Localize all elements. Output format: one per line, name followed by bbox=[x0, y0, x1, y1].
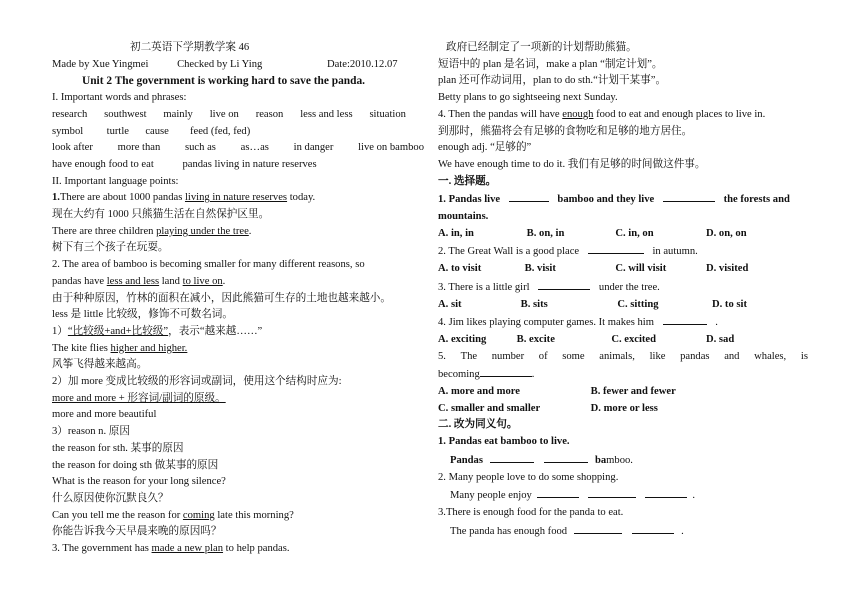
option[interactable]: A. in, in bbox=[438, 227, 474, 239]
word: in danger bbox=[293, 142, 334, 154]
text: pandas have bbox=[52, 275, 107, 287]
word: symbol bbox=[52, 125, 84, 137]
text: . bbox=[531, 369, 535, 381]
point-number: 1. bbox=[52, 192, 60, 204]
rule-2-example: more and more beautiful bbox=[52, 409, 157, 421]
point-2-less: less 是 little 比较级，修饰不可数名词。 bbox=[52, 309, 233, 321]
text: 4. Then the pandas will have bbox=[438, 108, 563, 120]
word: and bbox=[724, 350, 740, 362]
section-rewrite-title: 二. 改为同义句。 bbox=[438, 419, 518, 431]
question-2-options bbox=[438, 261, 808, 278]
word: pandas bbox=[680, 350, 710, 362]
word: as…as bbox=[240, 142, 269, 154]
text: 1） bbox=[52, 325, 68, 337]
word: more than bbox=[117, 142, 161, 154]
underlined-phrase: enough bbox=[562, 108, 594, 120]
text: . bbox=[681, 525, 684, 537]
point-4-cn: 到那时，熊猫将会有足够的食物吃和足够的地方居住。 bbox=[438, 125, 693, 137]
word: is bbox=[800, 350, 808, 362]
word: of bbox=[538, 350, 548, 362]
text: 3. The government has bbox=[52, 543, 152, 555]
answer-blank[interactable] bbox=[663, 313, 707, 325]
rule-1 bbox=[52, 324, 424, 341]
text: to help pandas. bbox=[223, 543, 290, 555]
text: The kite flies bbox=[52, 342, 111, 354]
rewrite-2-answer bbox=[438, 486, 808, 505]
underlined-phrase: to live on bbox=[182, 275, 223, 287]
underlined-phrase: living in nature reserves bbox=[184, 192, 288, 204]
word: feed (fed, fed) bbox=[189, 125, 251, 137]
rule-3-b: the reason for doing sth 做某事的原因 bbox=[52, 459, 219, 471]
word: cause bbox=[145, 125, 169, 137]
word: live on bbox=[209, 108, 239, 120]
question-3-options bbox=[438, 297, 808, 314]
word-list-4 bbox=[52, 157, 424, 174]
question-1-options bbox=[438, 226, 808, 243]
section1-title: I. Important words and phrases: bbox=[52, 92, 187, 104]
text: bamboo and they live bbox=[557, 194, 655, 206]
text: today. bbox=[287, 192, 316, 204]
option[interactable]: D. visited bbox=[705, 263, 749, 275]
section-choice-title: 一. 选择题。 bbox=[438, 175, 497, 187]
option[interactable]: A. sit bbox=[438, 298, 462, 310]
underlined-phrase: playing under the tree bbox=[156, 225, 249, 237]
underlined-phrase: made a new plan bbox=[151, 543, 224, 555]
text: There are three children bbox=[52, 225, 157, 237]
text: late this morning? bbox=[214, 509, 294, 521]
question-1 bbox=[438, 190, 808, 209]
word: live on bamboo bbox=[358, 142, 424, 154]
rule-3-d bbox=[52, 508, 424, 525]
underlined-phrase: “比较级+and+比较级” bbox=[67, 325, 169, 337]
word: 5. bbox=[438, 350, 446, 362]
unit-title: Unit 2 The government is working hard to save the panda. bbox=[82, 75, 365, 88]
answer-blank[interactable] bbox=[588, 242, 644, 254]
word: pandas living in nature reserves bbox=[182, 158, 317, 170]
text: under the tree. bbox=[598, 281, 660, 293]
rewrite-1: 1. Pandas eat bamboo to live. bbox=[438, 436, 570, 448]
option[interactable]: C. will visit bbox=[615, 263, 667, 275]
rule-2: 2）加 more 变成比较级的形容词或副词，使用这个结构时应为: bbox=[52, 376, 342, 388]
text: 1. Pandas live bbox=[438, 194, 501, 206]
rewrite-3: 3.There is enough food for the panda to eat. bbox=[438, 506, 624, 518]
word: less and less bbox=[300, 108, 353, 120]
question-5-cont bbox=[438, 365, 808, 384]
point-1 bbox=[52, 190, 424, 207]
option[interactable]: C. in, on bbox=[615, 227, 654, 239]
option[interactable]: D. sad bbox=[705, 333, 735, 345]
text: mboo. bbox=[606, 454, 633, 466]
date: Date:2010.12.07 bbox=[326, 58, 398, 70]
text: Many people enjoy bbox=[450, 490, 532, 502]
option[interactable]: B. on, in bbox=[526, 227, 565, 239]
option[interactable]: D. more or less bbox=[590, 402, 658, 414]
underlined-phrase: higher and higher. bbox=[110, 342, 188, 354]
right-column bbox=[438, 40, 808, 540]
option[interactable]: A. to visit bbox=[438, 263, 482, 275]
answer-blank[interactable] bbox=[538, 278, 590, 290]
question-5 bbox=[438, 349, 808, 366]
text: ba bbox=[594, 454, 607, 466]
rule-1-example bbox=[52, 341, 424, 358]
rule-2-structure: more and more + 形容词/副词的原级。 bbox=[52, 392, 226, 404]
question-4 bbox=[438, 313, 808, 332]
checked-by: Checked by Li Ying bbox=[177, 58, 263, 70]
answer-blank[interactable] bbox=[588, 486, 636, 498]
section2-title: II. Important language points: bbox=[52, 175, 179, 187]
left-column bbox=[52, 40, 424, 558]
option[interactable]: C. sitting bbox=[617, 298, 659, 310]
word: southwest bbox=[104, 108, 147, 120]
option[interactable]: D. on, on bbox=[705, 227, 747, 239]
point-2: 2. The area of bamboo is becoming smaller for many different reasons, so bbox=[52, 259, 365, 271]
rule-1-example-cn: 风筝飞得越来越高。 bbox=[52, 359, 148, 371]
word: have enough food to eat bbox=[52, 158, 154, 170]
word: some bbox=[562, 350, 585, 362]
underlined-phrase: coming bbox=[182, 509, 215, 521]
point-2-cont bbox=[52, 274, 424, 291]
option[interactable]: B. visit bbox=[524, 263, 556, 275]
text: 3. There is a little girl bbox=[438, 281, 530, 293]
text: in autumn. bbox=[652, 246, 698, 258]
text: ，表示“越来越……” bbox=[168, 325, 263, 337]
made-by: Made by Xue Yingmei bbox=[52, 58, 149, 70]
answer-blank[interactable] bbox=[632, 522, 674, 534]
option[interactable]: A. exciting bbox=[438, 333, 487, 345]
answer-blank[interactable] bbox=[574, 522, 622, 534]
option[interactable]: B. sits bbox=[520, 298, 548, 310]
text: . bbox=[248, 225, 252, 237]
enough-note: enough adj. “足够的” bbox=[438, 142, 532, 154]
word: turtle bbox=[106, 125, 130, 137]
point-3-cn: 政府已经制定了一项新的计划帮助熊猫。 bbox=[446, 42, 637, 53]
text: . bbox=[692, 490, 696, 502]
option[interactable]: A. more and more bbox=[438, 386, 520, 398]
point-3 bbox=[52, 541, 424, 558]
word: like bbox=[649, 350, 666, 362]
rule-3-c-cn: 什么原因使你沉默良久？ bbox=[52, 492, 169, 504]
answer-blank[interactable] bbox=[490, 451, 534, 463]
plan-example: Betty plans to go sightseeing next Sunday. bbox=[438, 92, 618, 104]
option[interactable]: C. excited bbox=[611, 333, 657, 345]
text: Pandas bbox=[450, 454, 483, 466]
question-5-options bbox=[438, 384, 808, 401]
text: becoming bbox=[438, 369, 480, 381]
option[interactable]: D. to sit bbox=[711, 298, 747, 310]
text: There are about 1000 pandas bbox=[59, 192, 185, 204]
question-1-cont: mountains. bbox=[438, 211, 489, 223]
plan-noun-note: 短语中的 plan 是名词，make a plan “制定计划”。 bbox=[438, 58, 663, 70]
text: . bbox=[222, 275, 226, 287]
rewrite-3-answer bbox=[438, 522, 808, 541]
option[interactable]: B. fewer and fewer bbox=[590, 386, 676, 398]
rule-3: 3）reason n. 原因 bbox=[52, 426, 130, 438]
text: Can you tell me the reason for bbox=[52, 509, 183, 521]
point-1-example bbox=[52, 224, 424, 241]
option[interactable]: B. excite bbox=[516, 333, 555, 345]
question-5-options-2 bbox=[438, 401, 808, 418]
answer-blank[interactable] bbox=[645, 486, 687, 498]
text: land bbox=[159, 275, 183, 287]
header-title: 初二英语下学期教学案 46 bbox=[130, 42, 250, 53]
answer-blank[interactable] bbox=[544, 451, 588, 463]
plan-verb-note: plan 还可作动词用，plan to do sth.“计划干某事”。 bbox=[438, 75, 667, 87]
point-1-cn: 现在大约有 1000 只熊猫生活在自然保护区里。 bbox=[52, 209, 270, 221]
question-3 bbox=[438, 278, 808, 297]
text: 4. Jim likes playing computer games. It makes him bbox=[438, 317, 654, 329]
underlined-phrase: less and less bbox=[106, 275, 160, 287]
answer-blank[interactable] bbox=[480, 365, 532, 377]
author-line bbox=[52, 57, 424, 74]
text: 2. The Great Wall is a good place bbox=[438, 246, 580, 258]
question-2 bbox=[438, 242, 808, 261]
answer-blank[interactable] bbox=[663, 190, 715, 202]
rewrite-2: 2. Many people love to do some shopping. bbox=[438, 471, 619, 483]
word: whales, bbox=[754, 350, 787, 362]
word: reason bbox=[255, 108, 284, 120]
text: food to eat and enough places to live in. bbox=[593, 108, 766, 120]
text: The panda has enough food bbox=[450, 525, 568, 537]
word: number bbox=[491, 350, 525, 362]
word: research bbox=[52, 108, 88, 120]
rule-3-d-cn: 你能告诉我今天早晨来晚的原因吗？ bbox=[52, 526, 222, 538]
rule-3-a: the reason for sth. 某事的原因 bbox=[52, 442, 184, 454]
text: . bbox=[715, 317, 718, 329]
text: the forests and bbox=[723, 194, 790, 206]
word: animals, bbox=[599, 350, 635, 362]
answer-blank[interactable] bbox=[537, 486, 579, 498]
word: mainly bbox=[163, 108, 193, 120]
option[interactable]: C. smaller and smaller bbox=[438, 402, 541, 414]
rewrite-1-answer bbox=[438, 451, 808, 470]
point-1-example-cn: 树下有三个孩子在玩耍。 bbox=[52, 242, 169, 254]
word: such as bbox=[185, 142, 216, 154]
enough-example: We have enough time to do it. 我们有足够的时间做这件事。 bbox=[438, 158, 706, 170]
word: The bbox=[460, 350, 478, 362]
answer-blank[interactable] bbox=[509, 190, 549, 202]
point-4 bbox=[438, 107, 808, 124]
word: situation bbox=[369, 108, 406, 120]
word: look after bbox=[52, 142, 93, 154]
word-list-2 bbox=[52, 124, 424, 141]
point-2-cn: 由于种种原因，竹林的面积在减小，因此熊猫可生存的土地也越来越小。 bbox=[52, 292, 391, 304]
word-list-1 bbox=[52, 107, 406, 124]
word-list-3 bbox=[52, 140, 424, 157]
rule-3-c: What is the reason for your long silence? bbox=[52, 476, 226, 488]
question-4-options bbox=[438, 332, 808, 349]
